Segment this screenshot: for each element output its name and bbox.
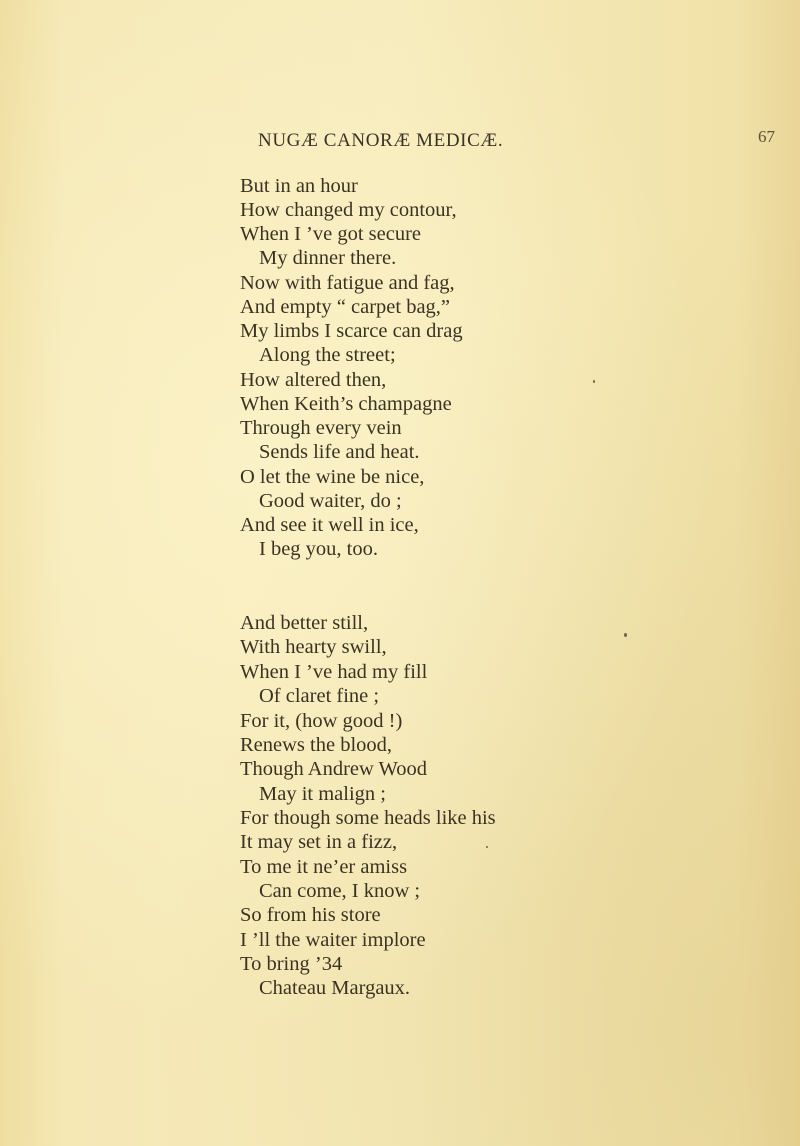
verse-line: And better still, <box>240 612 369 634</box>
paper-speck <box>593 380 595 383</box>
page-number: 67 <box>758 127 775 146</box>
verse-line: Renews the blood, <box>240 734 393 756</box>
verse-line: How altered then, <box>240 369 387 391</box>
verse-line: When Keith’s champagne <box>240 393 452 415</box>
verse-line: And see it well in ice, <box>240 514 419 536</box>
verse-line: But in an hour <box>240 175 358 197</box>
verse-line: I beg you, too. <box>259 538 378 560</box>
verse-line: May it malign ; <box>259 783 386 805</box>
paper-speck <box>624 633 627 637</box>
verse-line: My limbs I scarce can drag <box>240 320 463 342</box>
verse-line: With hearty swill, <box>240 636 387 658</box>
verse-line: For though some heads like his <box>240 807 496 829</box>
verse-line: So from his store <box>240 904 381 926</box>
verse-line: Through every vein <box>240 417 402 439</box>
paper-speck <box>486 846 488 848</box>
verse-line: Now with fatigue and fag, <box>240 272 455 294</box>
verse-line: And empty “ carpet bag,” <box>240 296 451 318</box>
verse-line: Can come, I know ; <box>259 880 421 902</box>
verse-line: When I ’ve had my fill <box>240 661 428 683</box>
verse-line: Though Andrew Wood <box>240 758 428 780</box>
verse-line: To bring ’34 <box>240 953 343 975</box>
verse-line: For it, (how good !) <box>240 710 403 732</box>
verse-line: Along the street; <box>259 344 396 366</box>
running-head: NUGÆ CANORÆ MEDICÆ. <box>258 130 504 151</box>
verse-line: I ’ll the waiter implore <box>240 929 426 951</box>
verse-line: My dinner there. <box>259 247 397 269</box>
verse-line: How changed my contour, <box>240 199 457 221</box>
verse-line: It may set in a fizz, <box>240 831 398 853</box>
verse-line: When I ’ve got secure <box>240 223 421 245</box>
verse-line: Good waiter, do ; <box>259 490 402 512</box>
verse-line: Sends life and heat. <box>259 441 420 463</box>
verse-line: Chateau Margaux. <box>259 977 411 999</box>
verse-line: To me it ne’er amiss <box>240 856 408 878</box>
verse-line: O let the wine be nice, <box>240 466 425 488</box>
verse-line: Of claret fine ; <box>259 685 380 707</box>
